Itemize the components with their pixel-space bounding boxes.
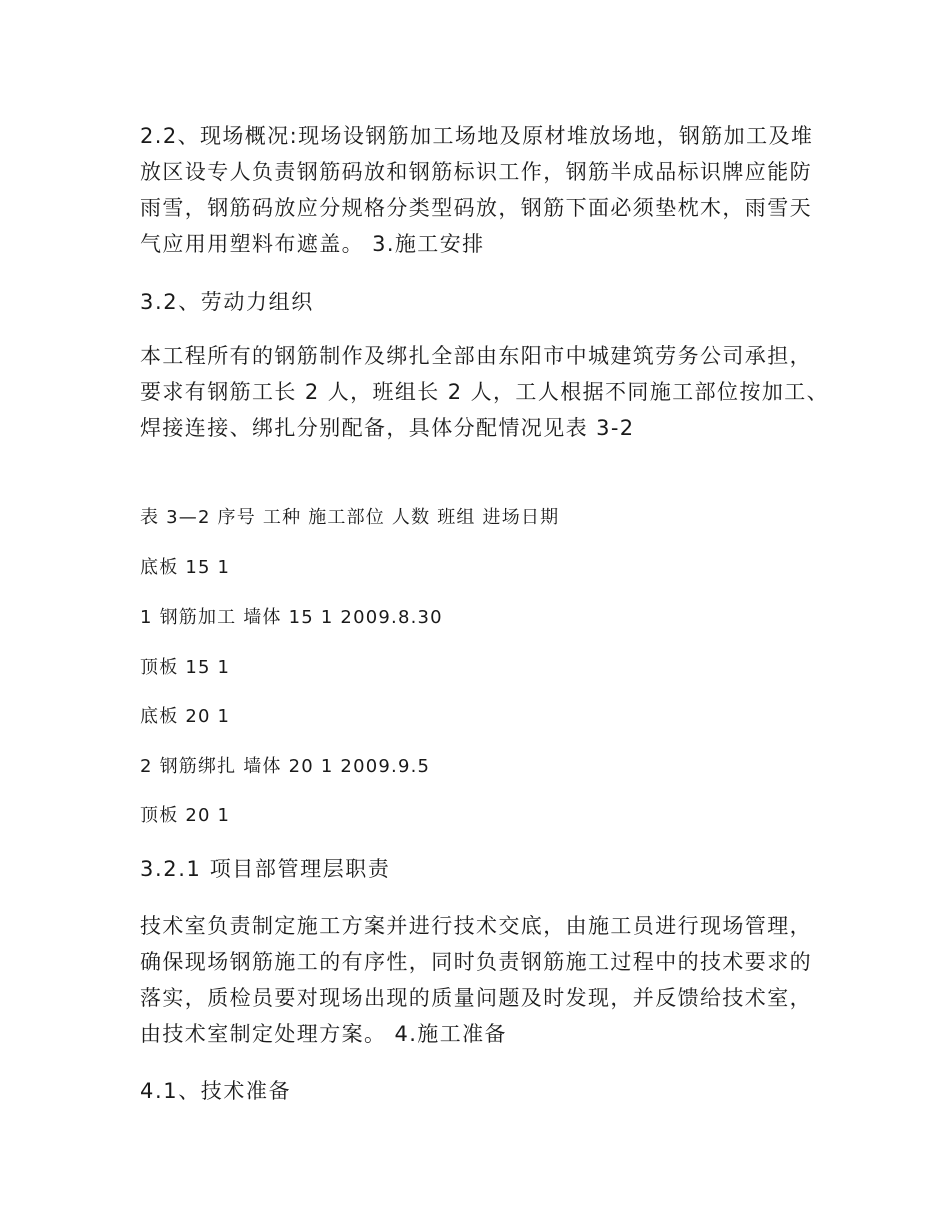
- labor-organization-heading: 3.2、劳动力组织: [140, 290, 314, 314]
- table-row: 顶板 20 1: [140, 805, 231, 826]
- table-caption-row: 表 3—2 序号 工种 施工部位 人数 班组 进场日期: [140, 507, 560, 528]
- table-row: 底板 15 1: [140, 557, 231, 578]
- table-row: 2 钢筋绑扎 墙体 20 1 2009.9.5: [140, 756, 431, 777]
- management-duties-paragraph: 技术室负责制定施工方案并进行技术交底，由施工员进行现场管理，确保现场钢筋施工的有序性，同时负责钢筋施工过程中的技术要求的落实，质检员要对现场出现的质量问题及时发现，并反馈给技术室，由技术室制定处理方案。 4.施工准备: [140, 914, 812, 1046]
- technical-preparation-heading: 4.1、技术准备: [140, 1079, 292, 1103]
- table-row: 顶板 15 1: [140, 657, 231, 678]
- management-duties-heading: 3.2.1 项目部管理层职责: [140, 857, 391, 881]
- site-overview-paragraph: 2.2、现场概况:现场设钢筋加工场地及原材堆放场地，钢筋加工及堆放区设专人负责钢筋码放和钢筋标识工作，钢筋半成品标识牌应能防雨雪，钢筋码放应分规格分类型码放，钢筋下面必须垫枕木，雨雪天气应用用塑料布遮盖。 3.施工安排: [140, 124, 814, 256]
- labor-organization-paragraph: 本工程所有的钢筋制作及绑扎全部由东阳市中城建筑劳务公司承担，要求有钢筋工长 2 人，班组长 2 人，工人根据不同施工部位按加工、焊接连接、绑扎分别配备，具体分配情况见表 3-2: [140, 344, 830, 440]
- table-row: 底板 20 1: [140, 706, 231, 727]
- table-row: 1 钢筋加工 墙体 15 1 2009.8.30: [140, 607, 443, 628]
